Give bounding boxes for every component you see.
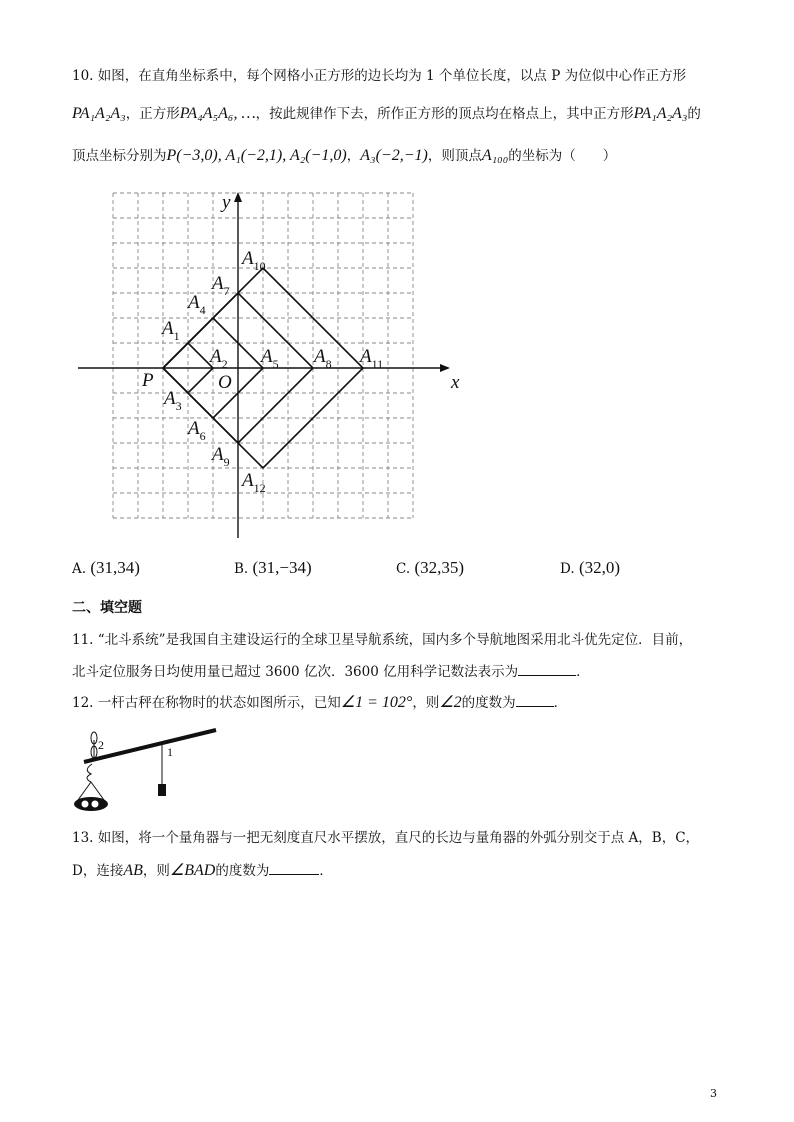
q10-line-2 (72, 104, 701, 124)
vertex-label-a10: $A_{10}$ (242, 248, 266, 273)
q10-text-3d: 的坐标为（ ） (508, 148, 617, 164)
q10-text-2a: ，正方形 (125, 106, 180, 122)
section-title: 二、填空题 (72, 600, 142, 616)
vertex-a3-coordinates: A₃(−2,−1) (360, 147, 428, 164)
q11-text-2: 北斗定位服务日均使用量已超过 3600 亿次．3600 亿用科学记数法表示为 (72, 664, 519, 680)
q12-line (72, 692, 567, 713)
square-2-name: PA₄A₅A₆, … (179, 105, 256, 122)
q13-line-2 (72, 860, 333, 881)
vertex-label-a9: $A_9$ (212, 444, 230, 469)
q10-text-3b: ， (346, 148, 361, 164)
choice-b[interactable] (234, 558, 312, 578)
hook (87, 764, 92, 782)
vertex-label-a1: $A_1$ (162, 318, 180, 343)
angle-bad: ∠BAD (169, 862, 216, 879)
q12-text-end: ． (553, 695, 568, 711)
choice-a-value: (31,34) (90, 558, 140, 577)
q12-text-mid: ，则 (412, 695, 440, 711)
counterweight (158, 784, 166, 796)
q11-answer-blank[interactable] (518, 661, 576, 676)
q10-text-3a: 顶点坐标分别为 (72, 148, 167, 164)
vertex-label-a7: $A_7$ (212, 273, 230, 298)
segment-ab: AB (123, 862, 143, 879)
q13-answer-blank[interactable] (269, 860, 319, 875)
choice-b-value: (31,−34) (252, 558, 312, 577)
angle-1-value: ∠1 = 102° (340, 694, 413, 711)
square-1-name: PA₁A₂A₃ (72, 105, 126, 122)
q10-line-1 (72, 66, 686, 86)
vertex-label-a6: $A_6$ (188, 418, 206, 443)
q13-text-2b: ，则 (142, 863, 170, 879)
q12-text-post: 的度数为 (461, 695, 516, 711)
vertex-label-a3: $A_3$ (164, 388, 182, 413)
q11-line-2 (72, 661, 590, 682)
pan-item-right (92, 801, 99, 808)
coordinate-grid-figure (78, 188, 458, 538)
q13-text-end: ． (319, 863, 333, 879)
vertex-label-a8: $A_8$ (314, 346, 332, 371)
angle-2: ∠2 (439, 694, 462, 711)
y-axis-label: y (222, 192, 231, 213)
scale-pan (74, 797, 108, 811)
q13-text-2a: D，连接 (72, 863, 124, 879)
point-p-label: P (142, 370, 154, 391)
q10-text-2b: ，按此规律作下去，所作正方形的顶点均在格点上，其中正方形 (255, 106, 634, 122)
q11-text-end: ． (576, 664, 590, 680)
pan-item-left (82, 801, 89, 808)
q13-text-1: 13. 如图，将一个量角器与一把无刻度直尺水平摆放，直尺的长边与量角器的外弧分别交于点 A，B，C， (72, 830, 700, 846)
vertex-label-a5: $A_5$ (261, 346, 279, 371)
x-axis-arrow (440, 364, 450, 372)
q10-text-2c: 的 (687, 106, 701, 122)
page-number: 3 (710, 1087, 717, 1100)
x-axis-label: x (451, 372, 460, 393)
y-axis-arrow (234, 192, 242, 202)
q10-choices (72, 558, 672, 584)
q13-text-2c: 的度数为 (215, 863, 270, 879)
choice-b-label: B. (234, 561, 249, 577)
q10-text-1: 10. 如图，在直角坐标系中，每个网格小正方形的边长均为 1 个单位长度，以点 P 为位似中心作正方形 (72, 68, 687, 84)
vertex-a100: A₁₀₀ (481, 147, 509, 164)
vertex-label-a12: $A_{12}$ (242, 470, 266, 495)
choice-d-label: D. (560, 561, 575, 577)
vertex-label-a2: $A_2$ (210, 346, 228, 371)
vertex-label-a11: $A_{11}$ (360, 346, 384, 371)
square-3-name: PA₁A₂A₃ (633, 105, 688, 122)
choice-c-label: C. (396, 561, 411, 577)
q12-answer-blank[interactable] (516, 692, 554, 707)
choice-d[interactable] (560, 558, 620, 578)
q10-text-3c: ，则顶点 (427, 148, 482, 164)
q10-line-3 (72, 146, 616, 166)
vertex-labels (160, 248, 383, 495)
angle-2-mark: 2 (98, 738, 104, 752)
angle-1-mark: 1 (167, 745, 173, 759)
vertex-coordinates: P(−3,0), A₁(−2,1), A₂(−1,0) (166, 147, 347, 164)
q13-line-1 (72, 828, 699, 848)
q11-text-1: 11. “北斗系统”是我国自主建设运行的全球卫星导航系统，国内多个导航地图采用北斗优先定位．目前， (72, 632, 693, 648)
q11-line-1 (72, 630, 692, 650)
choice-a-label: A. (72, 561, 87, 577)
choice-d-value: (32,0) (578, 558, 621, 577)
choice-c-value: (32,35) (414, 558, 465, 577)
steelyard-figure (70, 722, 220, 818)
choice-a[interactable] (72, 558, 140, 578)
q12-text-pre: 12. 一杆古秤在称物时的状态如图所示，已知 (72, 695, 341, 711)
choice-c[interactable] (396, 558, 464, 578)
origin-label: O (218, 372, 232, 393)
vertex-label-a4: $A_4$ (188, 292, 206, 317)
